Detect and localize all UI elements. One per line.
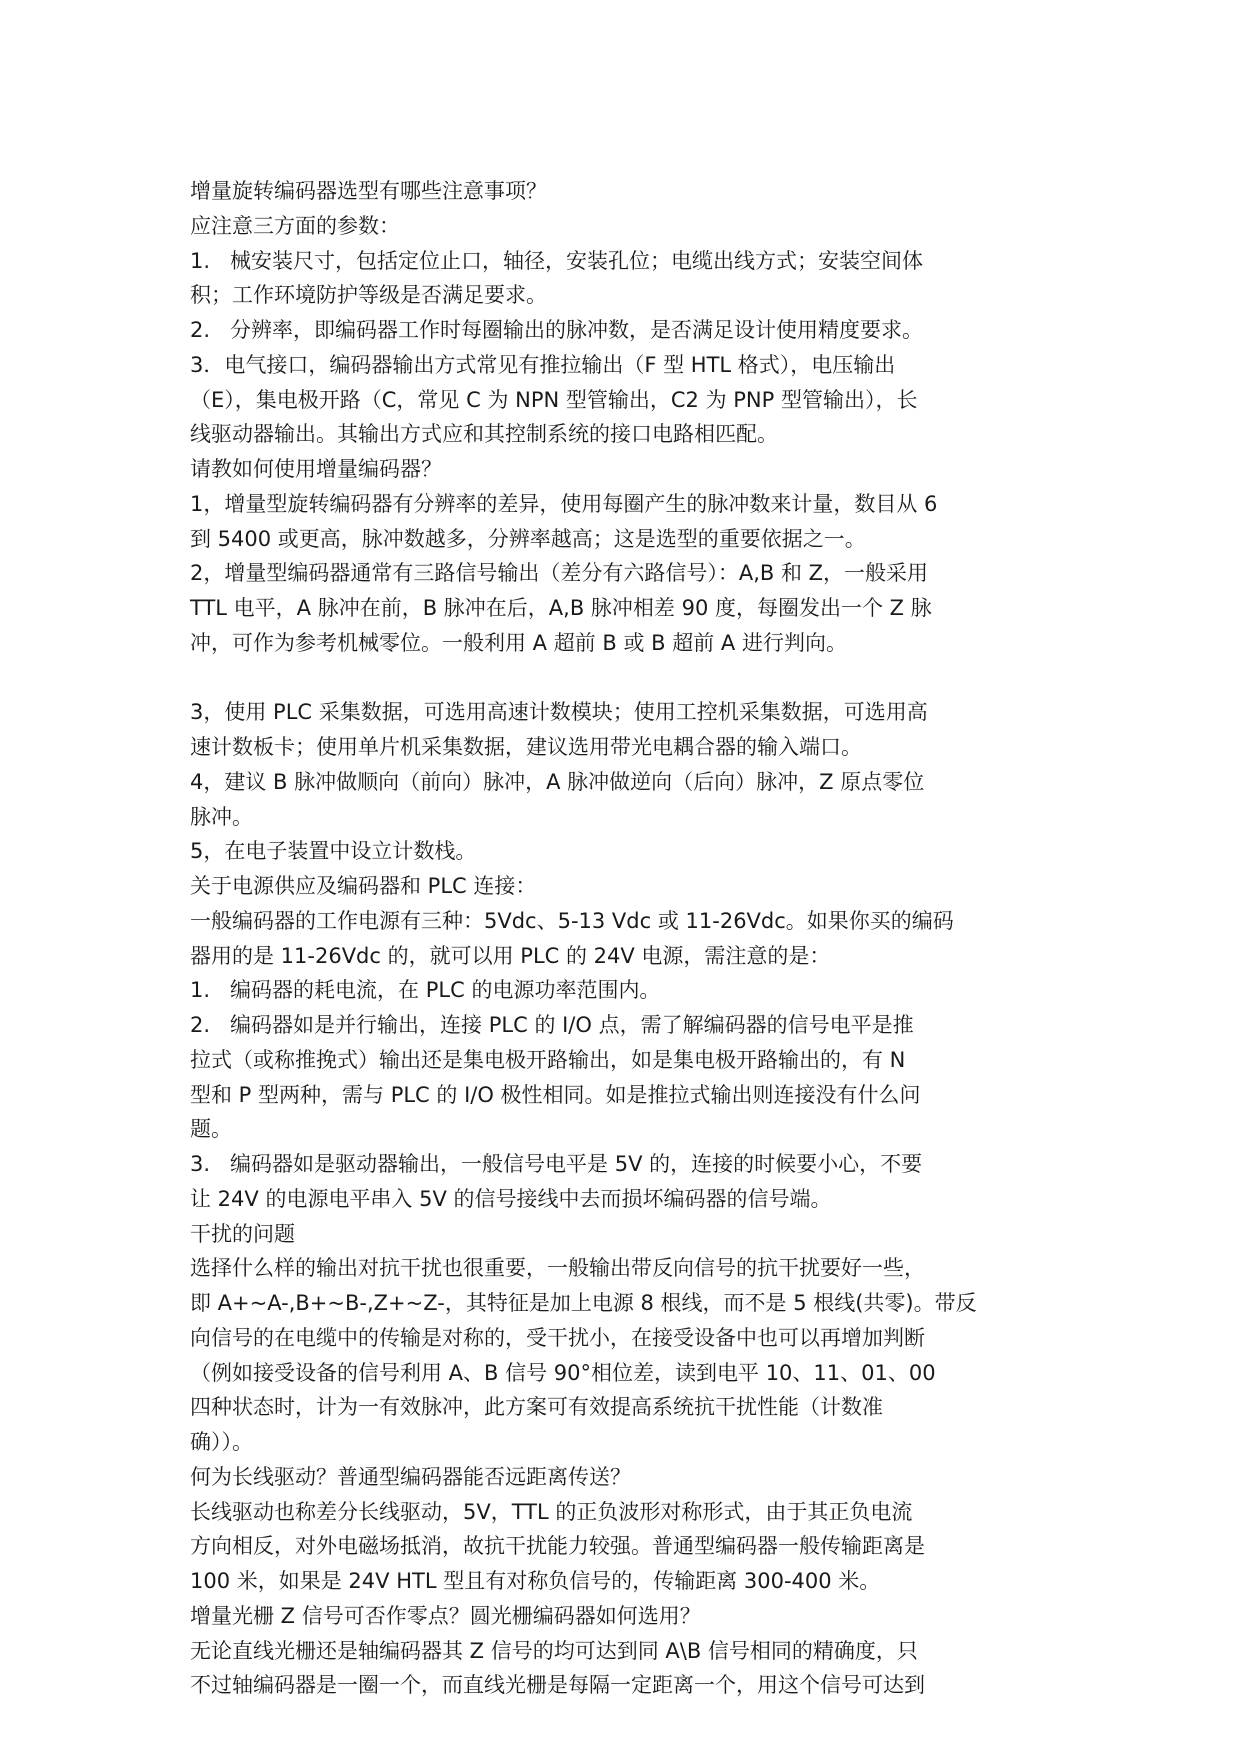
text-line — [190, 661, 1055, 696]
text-line: 长线驱动也称差分长线驱动，5V，TTL 的正负波形对称形式，由于其正负电流 — [190, 1499, 913, 1524]
text-line: 向信号的在电缆中的传输是对称的，受干扰小，在接受设备中也可以再增加判断 — [190, 1325, 925, 1350]
text-line: 2. 编码器如是并行输出，连接 PLC 的 I/O 点，需了解编码器的信号电平是推 — [190, 1013, 914, 1037]
text-line: 让 24V 的电源电平串入 5V 的信号接线中去而损坏编码器的信号端。 — [190, 1186, 832, 1211]
text-line: 100 米，如果是 24V HTL 型且有对称负信号的，传输距离 300-400 米。 — [190, 1569, 881, 1593]
text-line: 不过轴编码器是一圈一个，而直线光栅是每隔一定距离一个，用这个信号可达到 — [190, 1673, 925, 1698]
text-line: 冲，可作为参考机械零位。一般利用 A 超前 B 或 B 超前 A 进行判向。 — [190, 630, 847, 655]
text-line: 无论直线光栅还是轴编码器其 Z 信号的均可达到同 A\B 信号相同的精确度，只 — [190, 1638, 918, 1663]
text-line: 一般编码器的工作电源有三种：5Vdc、5-13 Vdc 或 11-26Vdc。如果你买的编码 — [190, 908, 954, 933]
text-line: 题。 — [190, 1117, 232, 1142]
text-line: TTL 电平，A 脉冲在前，B 脉冲在后，A,B 脉冲相差 90 度，每圈发出一个 Z 脉 — [190, 596, 932, 620]
text-line: 1，增量型旋转编码器有分辨率的差异，使用每圈产生的脉冲数来计量，数目从 6 — [190, 491, 938, 516]
text-line: 确））。 — [190, 1430, 253, 1454]
text-line: 1. 编码器的耗电流，在 PLC 的电源功率范围内。 — [190, 978, 661, 1003]
text-line: 拉式（或称推挽式）输出还是集电极开路输出，如是集电极开路输出的，有 N — [190, 1047, 906, 1072]
document-page — [190, 174, 1055, 1703]
text-line: 2. 分辨率，即编码器工作时每圈输出的脉冲数，是否满足设计使用精度要求。 — [190, 318, 924, 342]
text-line: 3，使用 PLC 采集数据，可选用高速计数模块；使用工控机采集数据，可选用高 — [190, 700, 928, 725]
text-line: 即 A+~A-,B+~B-,Z+~Z-，其特征是加上电源 8 根线，而不是 5 根线(共零)。带反 — [190, 1291, 977, 1315]
text-line: 脉冲。 — [190, 804, 253, 829]
text-line: 到 5400 或更高，脉冲数越多，分辨率越高；这是选型的重要依据之一。 — [190, 526, 866, 551]
text-line: 何为长线驱动？普通型编码器能否远距离传送？ — [190, 1464, 631, 1489]
text-line: 积；工作环境防护等级是否满足要求。 — [190, 283, 547, 308]
text-line: 选择什么样的输出对抗干扰也很重要，一般输出带反向信号的抗干扰要好一些， — [190, 1256, 925, 1281]
text-line: 增量光栅 Z 信号可否作零点？圆光栅编码器如何选用？ — [190, 1603, 701, 1628]
text-line: 方向相反，对外电磁场抵消，故抗干扰能力较强。普通型编码器一般传输距离是 — [190, 1534, 925, 1559]
text-line: 线驱动器输出。其输出方式应和其控制系统的接口电路相匹配。 — [190, 422, 778, 447]
text-line: 1. 械安装尺寸，包括定位止口，轴径，安装孔位；电缆出线方式；安装空间体 — [190, 248, 924, 273]
text-line: （E），集电极开路（C，常见 C 为 NPN 型管输出，C2 为 PNP 型管输出），长 — [190, 387, 918, 412]
text-line: 3．电气接口，编码器输出方式常见有推拉输出（F 型 HTL 格式），电压输出 — [190, 352, 896, 377]
text-line: 5，在电子装置中设立计数栈。 — [190, 839, 477, 864]
text-line: 型和 P 型两种，需与 PLC 的 I/O 极性相同。如是推拉式输出则连接没有什么问 — [190, 1082, 921, 1107]
text-line: 请教如何使用增量编码器？ — [190, 457, 442, 481]
text-line: 器用的是 11-26Vdc 的，就可以用 PLC 的 24V 电源，需注意的是： — [190, 943, 831, 968]
text-line: 3. 编码器如是驱动器输出，一般信号电平是 5V 的，连接的时候要小心，不要 — [190, 1152, 923, 1176]
text-line: 速计数板卡；使用单片机采集数据，建议选用带光电耦合器的输入端口。 — [190, 735, 862, 759]
text-line: 干扰的问题 — [190, 1221, 295, 1246]
text-line: 应注意三方面的参数： — [190, 213, 400, 238]
text-line: 四种状态时，计为一有效脉冲，此方案可有效提高系统抗干扰性能（计数准 — [190, 1395, 883, 1420]
text-line: （例如接受设备的信号利用 A、B 信号 90°相位差，读到电平 10、11、01、00 — [190, 1360, 936, 1385]
text-line: 4，建议 B 脉冲做顺向（前向）脉冲，A 脉冲做逆向（后向）脉冲，Z 原点零位 — [190, 769, 925, 794]
text-line: 2，增量型编码器通常有三路信号输出（差分有六路信号）：A,B 和 Z，一般采用 — [190, 561, 929, 586]
text-line: 增量旋转编码器选型有哪些注意事项？ — [190, 179, 547, 203]
text-line: 关于电源供应及编码器和 PLC 连接： — [190, 874, 537, 898]
